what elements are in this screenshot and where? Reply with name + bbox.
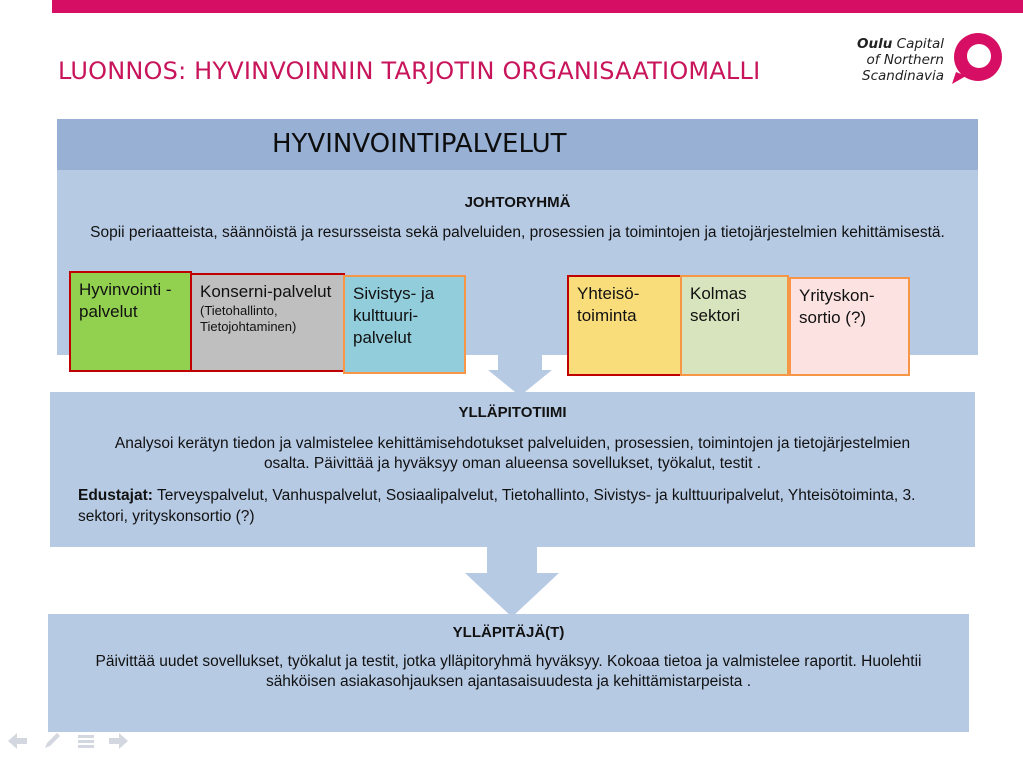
reps-text: Terveyspalvelut, Vanhuspalvelut, Sosiaalipalvelut, Tietohallinto, Sivistys- ja kulttuuripalvelut, Yhteisötoiminta, 3. sektori, yrityskonsortio (?) [78, 487, 916, 525]
logo-line1: Capital [892, 36, 944, 52]
unit-sublabel: (Tietohallinto, Tietojohtaminen) [200, 303, 297, 334]
reps-label: Edustajat: [78, 487, 153, 504]
johtoryhma-heading: JOHTORYHMÄ [464, 194, 571, 211]
yllapitotiimi-heading: YLLÄPITOTIIMI [458, 404, 567, 421]
arrow-left-icon[interactable] [8, 733, 28, 749]
logo-brand: Oulu [857, 36, 893, 52]
yllapitaja-box [48, 614, 969, 732]
unit-label: Yrityskon-sortio (?) [799, 286, 875, 327]
top-accent-bar [52, 0, 1023, 13]
unit-kolmas-sektori [680, 275, 789, 376]
menu-icon[interactable] [77, 733, 95, 749]
unit-label: Sivistys- ja kulttuuri-palvelut [353, 284, 435, 347]
section-header [57, 119, 978, 170]
yllapitotiimi-box [50, 392, 975, 547]
arrow-right-icon[interactable] [108, 733, 128, 749]
unit-hyvinvointipalvelut [69, 271, 192, 372]
logo-line2: of Northern [866, 52, 944, 68]
page-title: LUONNOS: HYVINVOINNIN TARJOTIN ORGANISAATIOMALLI [58, 57, 761, 85]
oulu-logo-icon [950, 32, 1004, 84]
yllapitotiimi-representatives [78, 485, 958, 527]
logo-text [838, 36, 944, 84]
unit-konsernipalvelut [190, 273, 345, 372]
yllapitotiimi-text: Analysoi kerätyn tiedon ja valmistelee kehittämisehdotukset palveluiden, prosessien, toimintojen ja tietojärjestelmien osalta. Päivittää ja hyväksyy oman alueensa sovellukset, työkalut, testit . [114, 435, 911, 472]
logo-line3: Scandinavia [862, 68, 944, 84]
section-title: HYVINVOINTIPALVELUT [272, 129, 567, 159]
down-arrow-icon [484, 352, 556, 396]
unit-sivistys-kulttuuripalvelut [343, 275, 466, 374]
johtoryhma-text: Sopii periaatteista, säännöistä ja resursseista sekä palveluiden, prosessien ja toimintojen ja tietojärjestelmien kehittämisestä. [90, 224, 945, 241]
unit-label: Kolmas sektori [690, 284, 747, 325]
down-arrow-icon [462, 545, 562, 617]
unit-label: Konserni-palvelut [200, 282, 332, 301]
unit-yhteisotoiminta [567, 275, 683, 376]
unit-yrityskonsortio [789, 277, 910, 376]
yllapitaja-text: Päivittää uudet sovellukset, työkalut ja testit, jotka ylläpitoryhmä hyväksyy. Kokoaa tietoa ja valmistelee raportit. Huolehtii sähköisen asiakasohjauksen ajantasaisuudesta ja kehittämistarpeista . [95, 653, 922, 690]
pen-icon[interactable] [43, 733, 61, 749]
unit-label: Hyvinvointi -palvelut [79, 280, 172, 321]
unit-label: Yhteisö-toiminta [577, 284, 640, 325]
yllapitaja-heading: YLLÄPITÄJÄ(T) [452, 624, 565, 641]
